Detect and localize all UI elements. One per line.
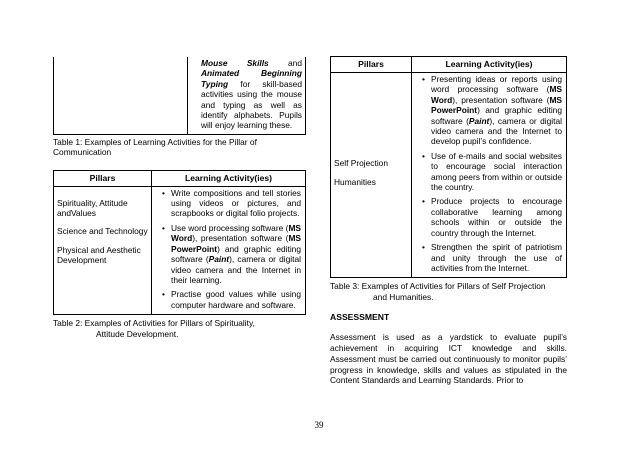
- table-row: [54, 57, 306, 134]
- table-row: [54, 186, 306, 314]
- pillar-humanities: Humanities: [334, 177, 376, 188]
- table1-caption: Table 1: Examples of Learning Activities for the Pillar of Communication: [53, 136, 257, 158]
- pillar-self-projection: Self Projection: [334, 158, 388, 168]
- table-row: [331, 73, 567, 278]
- left-column: [53, 0, 306, 339]
- list-item: • Produce projects to encourage collaborative learning among schools within or outside the country through the Internet.: [431, 196, 562, 238]
- table2-caption-line1: Table 2: Examples of Activities for Pillars of Spirituality,: [53, 318, 255, 329]
- table1-continuation: [53, 57, 306, 135]
- table2-activity-list: [160, 188, 301, 310]
- table-header-row: [331, 57, 567, 73]
- table3: [330, 56, 567, 278]
- table2-header-pillars: Pillars: [54, 170, 152, 186]
- right-column: [330, 0, 567, 386]
- pillar-science: Science and Technology: [57, 226, 148, 237]
- table2-pillars-cell: [54, 186, 152, 314]
- list-item: • Practise good values while using computer hardware and software.: [171, 289, 301, 310]
- table2: [53, 170, 306, 315]
- table2-header-activities: Learning Activity(ies): [152, 170, 306, 186]
- table3-caption-line1: Table 3: Examples of Activities for Pillars of Self Projection: [330, 281, 546, 292]
- table3-header-pillars: Pillars: [331, 57, 412, 73]
- list-item: • Use word processing software (MS Word), presentation software (MS PowerPoint) and graphic editing software (Paint), camera or digital video camera and the Internet in their learning.: [171, 223, 301, 285]
- table3-activities-cell: [412, 73, 567, 278]
- table3-caption-line2: and Humanities.: [373, 291, 434, 302]
- list-item: • Write compositions and tell stories using videos or pictures, and scrapbooks or digital folio projects.: [171, 188, 301, 219]
- table1-activity-text: Mouse Skills and Animated Beginning Typing for skill-based activities using the mouse and typing as well as identify alphabets. Pupils will enjoy learning these.: [201, 58, 302, 131]
- table3-pillars-cell: [331, 73, 412, 278]
- table3-caption: [330, 281, 567, 302]
- list-item: • Use of e-mails and social websites to encourage social interaction among peers from within or outside the country.: [431, 151, 562, 193]
- table3-activity-list: [420, 74, 562, 273]
- table2-caption-line2: Attitude Development.: [96, 328, 179, 339]
- assessment-body: Assessment is used as a yardstick to evaluate pupil’s achievement in acquiring ICT knowledge and skills. Assessment must be carried out continuously to monitor pupils’ progress in knowledge, skills and values as stipulated in the Content Standards and Learning Standards. Prior to: [330, 332, 567, 386]
- table3-header-activities: Learning Activity(ies): [412, 57, 567, 73]
- assessment-heading: ASSESSMENT: [330, 312, 390, 323]
- table2-activities-cell: [152, 186, 306, 314]
- table2-caption: [53, 318, 306, 339]
- list-item: • Presenting ideas or reports using word processing software (MS Word), presentation software (MS PowerPoint) and graphic editing software (Paint), camera or digital video camera and the Internet to develop pupil’s confidence.: [431, 74, 562, 147]
- table1-pillar-cell: [54, 57, 188, 134]
- page-number: 39: [314, 420, 324, 430]
- table1-activity-cell: [188, 57, 306, 134]
- pillar-physical: Physical and Aesthetic Development: [57, 244, 141, 266]
- list-item: • Strengthen the spirit of patriotism and unity through the use of activities from the Internet.: [431, 242, 562, 273]
- table-header-row: [54, 170, 306, 186]
- pillar-spirituality: Spirituality, Attitude andValues: [57, 197, 128, 219]
